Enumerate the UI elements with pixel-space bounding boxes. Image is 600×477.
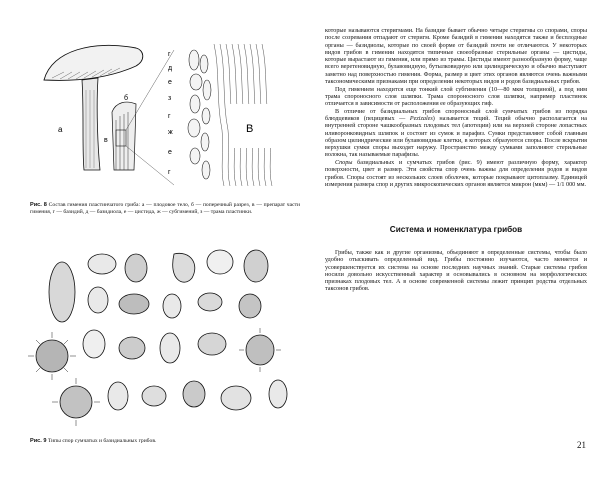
paragraph-1: которые называются стеригмами. На базидие бывает обычно четыре стеригмы со спорами, споры после созревания отпадают от стеригм. Кроме базидий в гимении находятся также и бесплодные органы — базидиолы, которые по своей форме от базидий почти не отличаются. У некоторых видов грибов в гимении находятся типичные своеобразные стерильные органы — цистиды, которые вырастают из гимения, или прямо из трамы. Цистиды имеют разнообразную форму, чаще всего веретеновидную, булавовидную, бутылковидную или цилиндрическую и обычно выступают заметно над поверхностью гимения. Форма, размер и цвет этих органов являются очень важными таксономическими признаками при определении некоторых видов и родов базидиальных грибов. [325, 28, 587, 85]
label-g3: г [168, 169, 171, 176]
paragraph-3-end: ) называется теций. Теций обычно располагается на внутренней стороне чашкообразных плодовых тел (апотеции) или на верхней стороне лопастных иливоронковидных шляпок и состоит из сумок и парафиз. Сумки представляют собой главным образом цилиндрические или булавовидные клетки, в которых образуются споры. После вскрытия верхушки сумки споры выходят наружу. Пространство между сумками заполняют стерильные волокна, так называемые парафизы. [325, 116, 587, 159]
label-v-big: В [246, 123, 254, 135]
figure-8-text: Состав гимения пластинчатого гриба: а — плодовое тело, б — поперечный разрез, в — препарат части гимения, г — базидий, д — базидиола, е — цистида, ж — субгимений, з — трама пластинки. [30, 202, 301, 215]
label-e2: е [168, 149, 172, 156]
paragraph-4 [325, 160, 587, 189]
label-b: б [124, 95, 129, 102]
figure-9-number: Рис. 9 [30, 438, 47, 444]
paragraph-3 [325, 109, 587, 160]
label-z: з [168, 95, 172, 102]
figure-9-caption [30, 438, 300, 445]
label-v-small: в [104, 137, 108, 144]
label-e1: е [168, 79, 172, 86]
section-heading: Система и номенклатура грибов [389, 225, 523, 234]
figure-8-caption [30, 202, 300, 216]
right-page [325, 28, 587, 294]
paragraph-4-text: базидиальных и сумчатых грибов (рис. 9) имеют различную форму, характер поверхности, цвет и размер. Эти свойства спор очень важны для определения родов и видов грибов. Споры состоят из нескольких слоев оболочек, которые покрывают цитоплазму. Единицей измерения размера спор и других микроскопических органов является микрон (мкм) — 1/1 000 мм. [325, 160, 587, 188]
paragraph-5: Грибы, также как и другие организмы, объединяют в определенные системы, чтобы было удобно отыскивать определенный вид. Грибы постоянно изучаются, часто меняется и усовершенствуется их система на основе последних научных знаний. Старые системы грибов носили довольно искусственный характер и основывались в основном на морфологических признаках плодовых тел. А в основе современной системы лежит принцип родства отдельных таксонов грибов. [325, 250, 587, 293]
figure-9-text: Типы спор сумчатых и базидиальных грибов. [47, 438, 157, 444]
page-number: 21 [577, 440, 586, 450]
label-a: а [58, 125, 63, 134]
left-page [24, 20, 302, 460]
label-g2: г [168, 113, 171, 120]
figure-9-illustration [24, 244, 302, 428]
label-d: д [168, 65, 173, 72]
figure-8-illustration [24, 20, 302, 200]
paragraph-3-latin: Pezizales [409, 116, 433, 122]
paragraph-3-start: В отличие от базидиальных грибов спороносный слой сумчатых грибов из порядка блюдцевиков (пецицевых — [325, 108, 587, 122]
label-zh: ж [168, 129, 173, 136]
paragraph-2: Под гимением находится еще тонкий слой субгимения (10—80 мкм толщиной), а под ним трама спороносного слоя шляпки. Трама спороносного слоя шляпки, например пластинок отличается в зависимости от расположения ее образующих гиф. [325, 86, 587, 107]
figure-8-number: Рис. 8 [30, 202, 47, 208]
label-g1: г [168, 51, 171, 58]
paragraph-4-term: Споры [335, 160, 353, 166]
